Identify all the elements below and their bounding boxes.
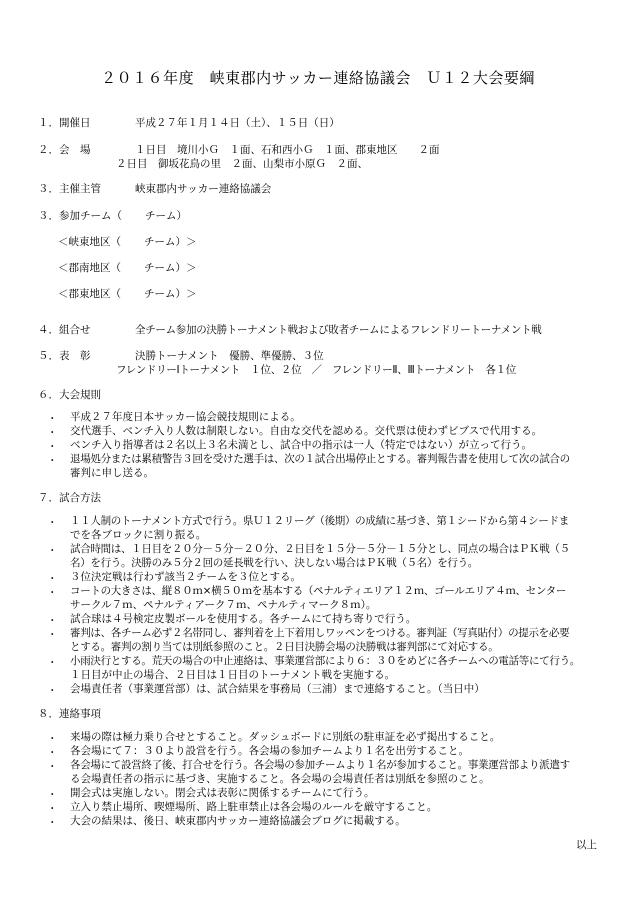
bullet: ・	[47, 747, 58, 759]
bullet: ・	[47, 817, 58, 829]
section-8-heading: ８．連絡事項	[38, 708, 101, 720]
section-label: 開催日	[59, 117, 91, 129]
bullet: ・	[47, 573, 58, 585]
section-label: 表 彰	[59, 350, 91, 362]
region-guntou	[58, 288, 197, 301]
bullet: ・	[47, 761, 58, 773]
section-number: １．	[38, 117, 59, 129]
bullet: ・	[47, 803, 58, 815]
region-gunnan	[58, 262, 197, 275]
section-4	[38, 324, 541, 337]
method-item-continued: 名）を行う。決勝のみ５分２回の延長戦を行い、決しない場合はＰＫ戦（５名）を行う。	[70, 557, 478, 569]
section-text: 決勝トーナメント 優勝、準優勝、３位	[135, 350, 324, 362]
method-item: 小雨決行とする。荒天の場合の中止連絡は、事業運営部により６：３０をめどに各チームへの電話等にて行う。	[70, 655, 580, 667]
method-item: 試合球は４号検定皮製ボールを使用する。各チームにて持ち寄りで行う。	[70, 613, 417, 625]
notice-item: 来場の際は極力乗り合せとすること。ダッシュボードに別紙の駐車証を必ず掲出すること。	[70, 731, 501, 743]
bullet: ・	[47, 455, 58, 467]
section-6-heading: ６．大会規則	[38, 389, 101, 401]
bullet: ・	[47, 441, 58, 453]
method-item: １１人制のトーナメント方式で行う。県Ｕ１２リーグ（後期）の成績に基づき、第１シードから第４シードま	[70, 515, 569, 527]
notice-item: 大会の結果は、後日、峡東郡内サッカー連絡協議会ブログに掲載する。	[70, 815, 406, 827]
bullet: ・	[47, 587, 58, 599]
section-number: ３．	[38, 210, 59, 222]
method-item-continued: とする。審判の割り当ては別紙参照のこと。２日目決勝会場の決勝戦は審判部にて対応する。	[70, 641, 499, 653]
method-item: コートの大きさは、縦８０ｍ×横５０ｍを基本する（ペナルティエリア１２ｍ、ゴールエリア４ｍ、センター	[70, 585, 567, 597]
notice-item: 開会式は実施しない。閉会式は表彰に関係するチームにて行う。	[70, 787, 375, 799]
section-number: ２．	[38, 144, 59, 156]
section-label: 会 場	[59, 144, 91, 156]
section-text: チーム）	[145, 210, 187, 222]
notice-item: 各会場にて設営終了後、打合せを行う。各会場の参加チームより１名が参加すること。事業運営部より派遣す	[70, 759, 570, 771]
section-number: ３．	[38, 183, 59, 195]
section-text: 平成２７年１月１４日（土）、１５日（日）	[135, 117, 340, 129]
bullet: ・	[47, 629, 58, 641]
rule-item: 交代選手、ベンチ入り人数は制限しない。自由な交代を認める。交代票は使わずビブスで代用する。	[70, 425, 543, 437]
notice-item-continued: る会場責任者の指示に基づき、実施すること。各会場の会場責任者は別紙を参照のこと。	[70, 773, 490, 785]
section-2-line-2: ２日目 御坂花鳥の里 ２面、山梨市小原Ｇ ２面、	[116, 158, 368, 170]
section-3-teams	[38, 210, 187, 223]
section-label: 主催主管	[59, 183, 101, 195]
bullet: ・	[47, 733, 58, 745]
section-1	[38, 117, 340, 130]
section-5	[38, 350, 324, 363]
bullet: ・	[47, 413, 58, 425]
section-5-line-2: フレンドリーⅠトーナメント １位、２位 ／ フレンドリーⅡ、Ⅲトーナメント 各１位	[116, 364, 516, 376]
method-item: 試合時間は、１日目を２０分－５分－２０分、２日目を１５分－５分－１５分とし、同点の場合はＰＫ戦（５	[70, 543, 570, 555]
rule-item: 退場処分または累積警告３回を受けた選手は、次の１試合出場停止とする。審判報告書を使用して次の試合の	[70, 453, 570, 465]
region-text: チーム）＞	[144, 288, 197, 300]
bullet: ・	[47, 517, 58, 529]
bullet: ・	[47, 657, 58, 669]
bullet: ・	[47, 615, 58, 627]
section-3	[38, 183, 271, 196]
section-text: 全チーム参加の決勝トーナメント戦および敗者チームによるフレンドリートーナメント戦	[135, 324, 542, 336]
method-item: ３位決定戦は行わず該当２チームを３位とする。	[70, 571, 301, 583]
region-kyoto	[58, 236, 197, 249]
document-title: ２０１６年度 峡東郡内サッカー連絡協議会 Ｕ１２大会要綱	[101, 69, 535, 87]
region-text: チーム）＞	[144, 236, 197, 248]
notice-item: 各会場にて７：３０より設営を行う。各会場の参加チームより１名を出労すること。	[70, 745, 469, 757]
section-7-heading: ７．試合方法	[38, 492, 101, 504]
rule-item-continued: 審判に申し送る。	[70, 467, 154, 479]
closing-mark: 以上	[576, 839, 597, 851]
section-label: 参加チーム（	[59, 210, 122, 222]
bullet: ・	[47, 685, 58, 697]
region-label: ＜峡東地区（	[58, 236, 121, 248]
method-item: 会場責任者（事業運営部）は、試合結果を事務局（三浦）まで連絡すること。（当日中）	[70, 683, 485, 695]
bullet: ・	[47, 789, 58, 801]
method-item-continued: １日目が中止の場合、２日目は１日目のトーナメント戦を実施する。	[70, 669, 396, 681]
rule-item: ベンチ入り指導者は２名以上３名未満とし、試合中の指示は一人（特定ではない）が立って行う。	[70, 439, 532, 451]
notice-item: 立入り禁止場所、喫煙場所、路上駐車禁止は各会場のルールを厳守すること。	[70, 801, 438, 813]
section-number: ４．	[38, 324, 59, 336]
method-item: 審判は、各チーム必ず２名帯同し、審判着を上下着用しワッペンをつける。審判証（写真貼付）の提示を必要	[70, 627, 570, 639]
bullet: ・	[47, 545, 58, 557]
section-text: １日目 境川小Ｇ １面、石和西小Ｇ １面、郡東地区 ２面	[135, 144, 440, 156]
section-text: 峡東郡内サッカー連絡協議会	[135, 183, 272, 195]
section-number: ５．	[38, 350, 59, 362]
section-label: 組合せ	[59, 324, 91, 336]
section-2	[38, 144, 440, 157]
rule-item: 平成２７年度日本サッカー協会競技規則による。	[70, 411, 301, 423]
bullet: ・	[47, 427, 58, 439]
region-label: ＜郡南地区（	[58, 262, 121, 274]
method-item-continued: でを各ブロックに割り振る。	[70, 529, 207, 541]
region-text: チーム）＞	[144, 262, 197, 274]
method-item-continued: サークル７ｍ、ペナルティアーク７ｍ、ペナルティマーク８ｍ）。	[70, 599, 377, 611]
region-label: ＜郡東地区（	[58, 288, 121, 300]
